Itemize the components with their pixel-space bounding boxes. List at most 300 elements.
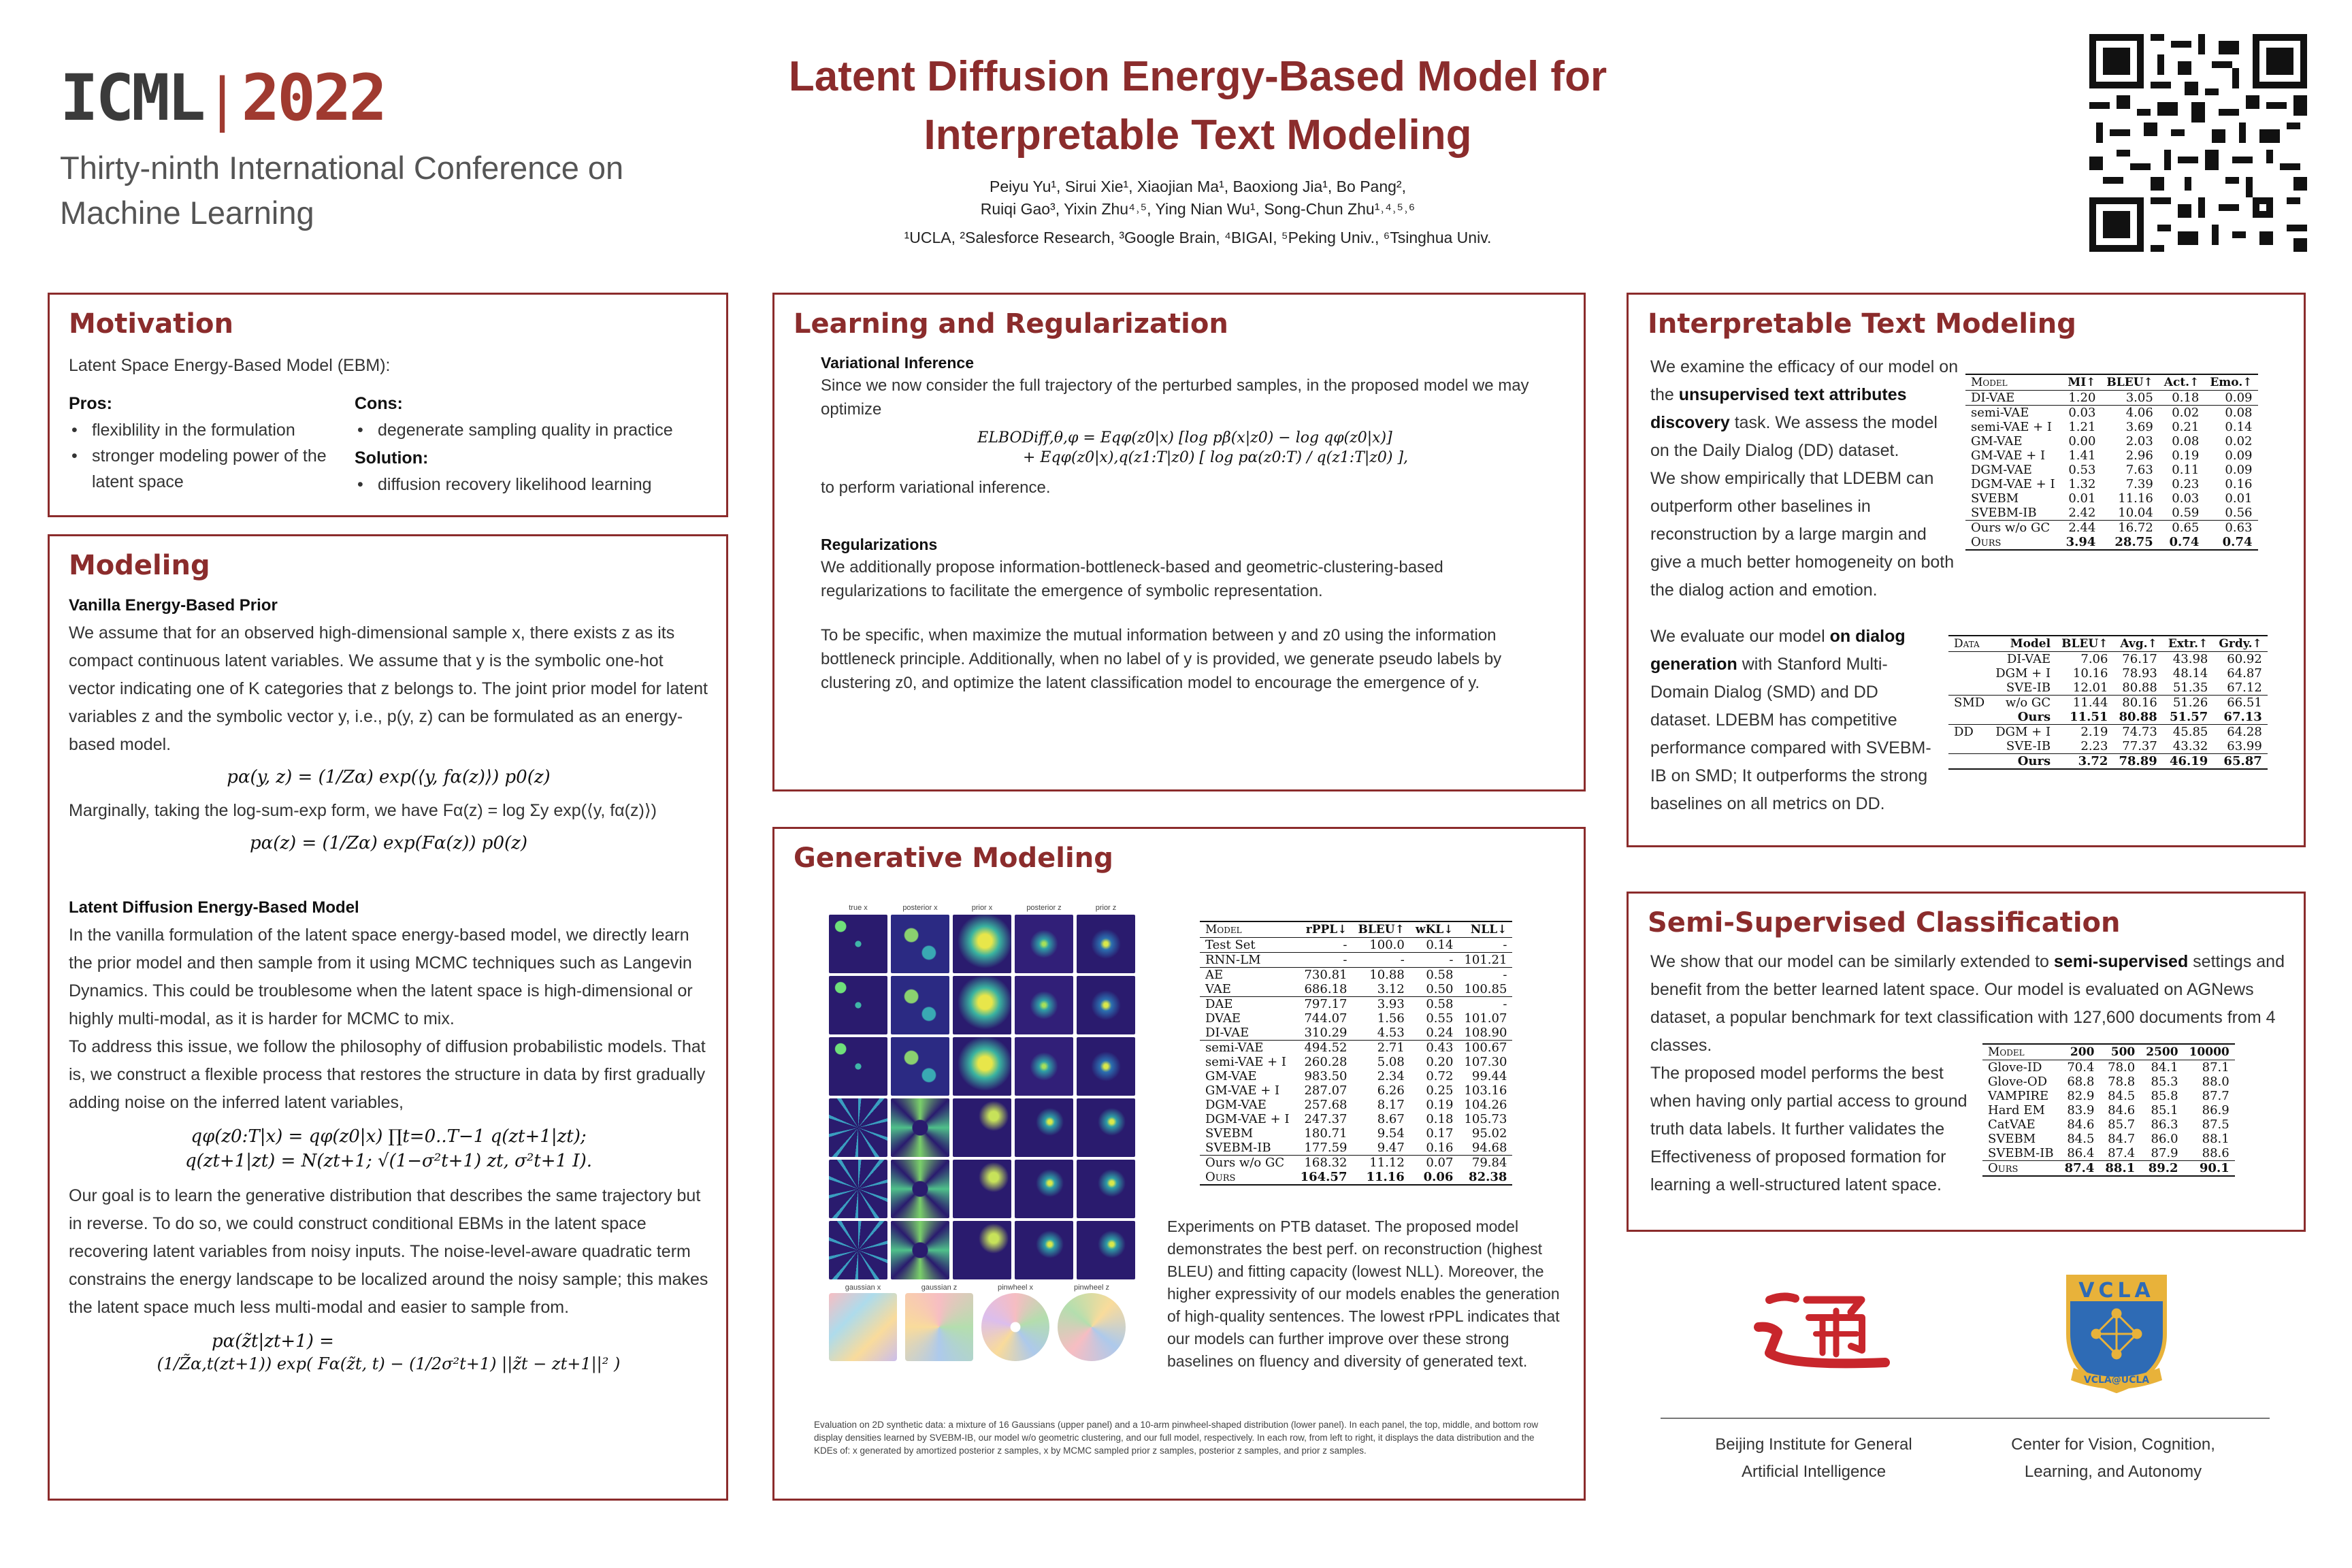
table-cell: 90.1	[2184, 1161, 2235, 1177]
table-row	[1200, 1041, 1512, 1056]
table-cell: 80.16	[2113, 696, 2162, 710]
density-thumbnail	[891, 1098, 949, 1157]
table-cell: 2.71	[1352, 1041, 1409, 1056]
paragraph: To address this issue, we follow the philosophy of diffusion probabilistic models. That is, we construct a flexible process that restores the structure in data by first gradually adding noise on the inferred latent variables,	[69, 1037, 706, 1112]
table-cell: 180.71	[1304, 1126, 1348, 1141]
table-cell: -	[1458, 997, 1512, 1012]
table-cell	[1948, 681, 1990, 696]
table-row	[1200, 1098, 1512, 1112]
table-cell: SVEBM-IB	[1205, 1141, 1271, 1155]
table-row	[1200, 1026, 1512, 1041]
table-cell: 730.81	[1295, 968, 1353, 983]
density-grid	[829, 904, 1142, 1339]
table-cell: 10.04	[2118, 506, 2153, 520]
table-cell: 9.47	[1377, 1141, 1405, 1155]
density-thumbnail	[891, 1160, 949, 1218]
col-label: prior x	[971, 904, 993, 912]
table-cell: 9.54	[1377, 1126, 1405, 1141]
table-row	[1965, 506, 2258, 521]
table-cell: 105.73	[1464, 1112, 1507, 1126]
synthetic-data-thumbnail	[905, 1293, 973, 1361]
table-cell: DI-VAE	[1971, 391, 2015, 405]
table-cell: 12.01	[2072, 681, 2108, 695]
table-cell: 11.44	[2056, 696, 2113, 710]
cons-list	[355, 417, 708, 443]
table-cell: 43.98	[2172, 652, 2208, 666]
table-cell: 48.14	[2172, 666, 2208, 681]
affiliations: ¹UCLA, ²Salesforce Research, ³Google Brain, ⁴BIGAI, ⁵Peking Univ., ⁶Tsinghua Univ.	[904, 229, 1492, 246]
table-cell: 78.8	[2108, 1075, 2136, 1089]
col-label: gaussian x	[845, 1284, 881, 1292]
density-thumbnail	[953, 976, 1011, 1034]
table-cell: Hard EM	[1988, 1103, 2045, 1117]
table-cell: SVEBM	[1988, 1132, 2036, 1146]
conf-name: ICML	[60, 61, 203, 135]
table-row	[1965, 463, 2258, 477]
table-cell: 2.42	[2068, 506, 2096, 520]
table-cell: 11.16	[1352, 1170, 1409, 1185]
table-cell: 7.06	[2080, 652, 2108, 666]
cons-item: • degenerate sampling quality in practice	[355, 417, 708, 443]
table-cell: DGM-VAE + I	[1205, 1112, 1290, 1126]
table-cell: 0.17	[1426, 1126, 1454, 1141]
table-cell: 3.72	[2056, 754, 2113, 770]
semi-text-2: The proposed model performs the best when having only partial access to ground truth data labels. It further validates the Effectiveness of proposed formation for learning a well-structured latent space.	[1650, 1064, 1967, 1194]
table-cell: 87.9	[2151, 1146, 2178, 1160]
table-cell: 87.1	[2202, 1060, 2230, 1075]
table-cell: 88.1	[2100, 1161, 2140, 1177]
table-cell: 494.52	[1295, 1041, 1353, 1056]
table-cell: 70.4	[2067, 1060, 2095, 1075]
table-cell: 103.16	[1464, 1083, 1507, 1098]
table-cell: 85.3	[2151, 1075, 2178, 1089]
table-cell: semi-VAE + I	[1205, 1055, 1287, 1069]
table-cell: 7.63	[2125, 463, 2153, 477]
table-cell: 6.26	[1377, 1083, 1405, 1098]
table-cell: 78.93	[2122, 666, 2157, 681]
cons-label: Cons:	[355, 394, 403, 413]
table-cell: 63.99	[2227, 739, 2262, 753]
table-cell: 0.16	[2225, 477, 2253, 491]
table-cell: -	[1410, 953, 1459, 968]
table-cell: 100.0	[1369, 938, 1405, 952]
col-label: posterior z	[1026, 904, 1062, 912]
table-cell: 76.17	[2122, 652, 2157, 666]
table-row	[1948, 710, 2268, 725]
table-cell: semi-VAE + I	[1971, 420, 2053, 434]
table-cell: 2.96	[2125, 448, 2153, 463]
table-cell: 80.88	[2119, 710, 2157, 724]
table-cell: 65.87	[2213, 754, 2267, 770]
logo-divider	[1661, 1418, 2270, 1419]
table-header-cell: 200	[2059, 1044, 2100, 1060]
table-cell: 85.1	[2151, 1103, 2178, 1117]
table-cell: 84.6	[2067, 1117, 2095, 1132]
table-cell: Glove-ID	[1988, 1060, 2042, 1075]
table-cell: 28.75	[2101, 535, 2158, 550]
table-cell: 247.37	[1304, 1112, 1348, 1126]
table-cell: 0.14	[2225, 420, 2253, 434]
table-cell: 0.09	[2225, 448, 2253, 463]
table-cell: SVEBM	[1205, 1126, 1254, 1141]
table-row	[1965, 420, 2258, 434]
subheading-vanilla: Vanilla Energy-Based Prior	[69, 596, 278, 615]
table-cell: 168.32	[1295, 1156, 1353, 1171]
table-cell: 0.23	[2172, 477, 2200, 491]
table-header-cell: BLEU↑	[1352, 921, 1409, 938]
table-cell: SMD	[1948, 696, 1990, 710]
table-cell: 87.5	[2202, 1117, 2230, 1132]
table-cell: DVAE	[1205, 1011, 1241, 1026]
table-header-cell: 2500	[2140, 1044, 2183, 1060]
table-row	[1948, 696, 2268, 710]
dd-table-wrap	[1965, 374, 2258, 551]
vcla-banner-text: VCLA@UCLA	[2083, 1375, 2150, 1386]
table-cell: 0.43	[1410, 1041, 1459, 1056]
table-header-cell: Model	[1990, 636, 2056, 652]
paragraph: to perform variational inference.	[821, 478, 1051, 497]
table-cell: 0.25	[1426, 1083, 1454, 1098]
table-cell: 84.7	[2108, 1132, 2136, 1146]
table-row	[1965, 434, 2258, 448]
table-row	[1965, 521, 2258, 536]
table-row	[1200, 1112, 1512, 1126]
table-cell: DI-VAE	[1205, 1026, 1250, 1040]
table-cell: 82.38	[1458, 1170, 1512, 1185]
paragraph: To be specific, when maximize the mutual information between y and z0 using the information bottleneck principle. Additionally, when no label of y is provided, we generate pseudo labels by clustering z0, and optimize the latent classification model to encourage the emergence of y.	[821, 626, 1502, 692]
table-cell: 0.01	[2068, 491, 2096, 506]
col-label: pinwheel z	[1074, 1284, 1109, 1292]
density-thumbnail	[1015, 976, 1073, 1034]
density-thumbnail	[1077, 1037, 1135, 1096]
table-cell: 0.58	[1410, 968, 1459, 983]
table-cell: 287.07	[1304, 1083, 1348, 1098]
table-cell: 94.68	[1471, 1141, 1507, 1155]
table-cell: 88.6	[2202, 1146, 2230, 1160]
table-cell: 10.88	[1352, 968, 1409, 983]
bigai-logo	[1742, 1279, 1899, 1375]
bigai-caption: Beijing Institute for General Artificial Intelligence	[1715, 1435, 1912, 1481]
conf-separator: |	[214, 65, 231, 133]
table-cell: 83.9	[2067, 1103, 2095, 1117]
semi-text-1: We show that our model can be similarly extended to semi-supervised settings and benefit from the better learned latent space. Our model is evaluated on AGNews dataset, a popular benchmark for text classification with 127,600 documents from 4 classes.	[1650, 952, 2285, 1055]
table-cell: 797.17	[1295, 997, 1353, 1012]
table-header-row	[1948, 636, 2268, 652]
table-cell: -	[1295, 953, 1353, 968]
table-cell: 66.51	[2213, 696, 2267, 710]
table-cell: 100.85	[1464, 982, 1507, 996]
table-cell: 51.35	[2172, 681, 2208, 695]
table-cell: 86.9	[2202, 1103, 2230, 1117]
table-cell: DGM-VAE + I	[1971, 477, 2055, 491]
table-row	[1982, 1103, 2235, 1117]
table-cell: 1.32	[2068, 477, 2096, 491]
table-row	[1982, 1117, 2235, 1132]
table-cell: DGM-VAE	[1971, 463, 2032, 477]
subheading-regularizations: Regularizations	[821, 536, 938, 553]
paragraph: Our goal is to learn the generative distribution that describes the same trajectory but in reverse. To do so, we could construct conditional EBMs in the latent space recovering latent variables from noisy inputs. The noise-level-aware quadratic term constrains the energy landscape to be localized around the noisy sample; this makes the latent space much less multi-modal and easier to sample from.	[69, 1186, 708, 1317]
table-cell: 11.16	[2118, 491, 2153, 506]
table-cell: 2.44	[2061, 521, 2102, 536]
table-cell	[1948, 666, 1990, 681]
table-cell: 7.39	[2125, 477, 2153, 491]
table-cell: 0.59	[2172, 506, 2200, 520]
table-cell: DGM-VAE	[1205, 1098, 1267, 1112]
synthetic-data-thumbnail	[829, 1293, 897, 1361]
col-label: gaussian z	[921, 1284, 958, 1292]
table-cell: 0.65	[2159, 521, 2205, 536]
modeling-body	[69, 592, 708, 1373]
density-thumbnail	[1015, 1098, 1073, 1157]
table-row	[1200, 1011, 1512, 1026]
table-header-row	[1200, 921, 1512, 938]
table-cell: Ours	[1990, 754, 2056, 770]
table-cell: 85.7	[2108, 1117, 2136, 1132]
table-cell: 85.8	[2151, 1089, 2178, 1103]
solution-label: Solution:	[355, 448, 429, 468]
table-cell: 0.01	[2225, 491, 2253, 506]
motivation-panel	[48, 293, 728, 517]
table-cell: 0.58	[1410, 997, 1459, 1012]
table-cell: GM-VAE + I	[1205, 1083, 1280, 1098]
table-cell: 0.21	[2172, 420, 2200, 434]
section-title: Generative Modeling	[794, 843, 1113, 874]
density-thumbnail	[953, 915, 1011, 973]
density-thumbnail	[829, 1221, 887, 1279]
table-cell: SVEBM	[1971, 491, 2019, 506]
table-cell: 3.94	[2061, 535, 2102, 550]
table-cell: 0.19	[2172, 448, 2200, 463]
table-header-cell: NLL↓	[1458, 921, 1512, 938]
table-cell: 84.6	[2108, 1103, 2136, 1117]
table-cell: 64.87	[2227, 666, 2262, 681]
pros-item: • stronger modeling power of the latent space	[69, 443, 355, 495]
table-cell: 0.63	[2204, 521, 2257, 536]
col-label: pinwheel x	[998, 1284, 1033, 1292]
table-cell: DAE	[1200, 997, 1295, 1012]
paragraph: We show empirically that LDEBM can outperform other baselines in reconstruction by a large margin and give a much better homogeneity on both the dialog action and emotion.	[1650, 469, 1955, 600]
table-cell: -	[1458, 968, 1512, 983]
table-cell: 3.69	[2125, 420, 2153, 434]
ptb-description: Experiments on PTB dataset. The proposed model demonstrates the best perf. on reconstruction (highest BLEU) and fitting capacity (lowest NLL). Moreover, the higher expressivity of our models enables the generation of high-quality sentences. The lowest rPPL indicates that our models can further improve over these strong baselines on fluency and diversity of generated text.	[1167, 1218, 1560, 1370]
conf-year: 2022	[241, 61, 385, 135]
density-thumbnail	[829, 1098, 887, 1157]
table-row	[1982, 1161, 2235, 1177]
table-cell: 87.7	[2202, 1089, 2230, 1103]
table-cell: DI-VAE	[2006, 652, 2051, 666]
figure-caption: Evaluation on 2D synthetic data: a mixture of 16 Gaussians (upper panel) and a 10-arm pinwheel-shaped distribution (lower panel). In each panel, the top, middle, and bottom row display densities learned by SVEBM-IB, our model w/o geometric clustering, and our full model, respectively. In each row, from left to right, it displays the data distribution and the KDEs of: x generated by amortized posterior z samples, x by MCMC sampled prior z samples, posterior z samples, and prior z samples.	[814, 1420, 1539, 1456]
table-cell: 0.24	[1426, 1026, 1454, 1040]
table-cell: VAMPIRE	[1988, 1089, 2049, 1103]
table-cell: GM-VAE + I	[1971, 448, 2046, 463]
table-cell: 10.16	[2072, 666, 2108, 681]
table-header-cell: Model	[1982, 1044, 2059, 1060]
table-cell: 686.18	[1304, 982, 1348, 996]
vcla-caption: Center for Vision, Cognition, Learning, and Autonomy	[2011, 1435, 2215, 1481]
paragraph: We additionally propose information-bottleneck-based and geometric-clustering-based regularizations to facilitate the emergence of symbolic representation.	[821, 558, 1443, 600]
table-cell: 86.3	[2151, 1117, 2178, 1132]
table-cell: 16.72	[2101, 521, 2158, 536]
cons-block	[355, 390, 708, 497]
agnews-results-table	[1982, 1043, 2235, 1177]
density-thumbnail	[829, 1160, 887, 1218]
density-thumbnail	[1077, 1160, 1135, 1218]
table-header-cell: rPPL↓	[1295, 921, 1353, 938]
table-cell: 51.26	[2163, 696, 2214, 710]
table-cell: 67.13	[2223, 710, 2262, 724]
section-title: Learning and Regularization	[794, 308, 1228, 340]
conf-full-name: Thirty-ninth International Conference on Machine Learning	[60, 150, 624, 231]
table-cell: 744.07	[1304, 1011, 1348, 1026]
table-cell: 11.12	[1352, 1156, 1409, 1171]
table-row	[1948, 681, 2268, 696]
table-cell: 43.32	[2172, 739, 2208, 753]
table-cell: 0.74	[2204, 535, 2257, 550]
table-cell: 45.85	[2163, 725, 2214, 740]
table-cell	[1948, 710, 1990, 725]
density-thumbnail	[1015, 1037, 1073, 1096]
table-row	[1200, 982, 1512, 997]
table-header-cell: Avg.↑	[2113, 636, 2162, 652]
table-cell: 68.8	[2067, 1075, 2095, 1089]
pros-block	[69, 390, 355, 495]
table-cell: 79.84	[1458, 1156, 1512, 1171]
table-cell: 0.07	[1410, 1156, 1459, 1171]
table-cell: 1.56	[1377, 1011, 1405, 1026]
table-row	[1948, 739, 2268, 754]
subheading-ldebm: Latent Diffusion Energy-Based Model	[69, 898, 359, 917]
interpretable-text-1: We examine the efficacy of our model on the unsupervised text attributes discovery task. We assess the model on the Daily Dialog (DD) dataset. We show empirically that LDEBM can outperform other baselines in reconstruction by a large margin and give a much better homogeneity on both the dialog action and emotion.	[1650, 353, 1960, 604]
table-cell: 260.28	[1304, 1055, 1348, 1069]
table-cell: Test Set	[1205, 938, 1256, 952]
table-header-cell: BLEU↑	[2101, 374, 2158, 391]
density-thumbnail	[891, 1037, 949, 1096]
table-row	[1948, 652, 2268, 667]
table-cell: SVEBM-IB	[1988, 1146, 2054, 1160]
table-cell: 78.0	[2108, 1060, 2136, 1075]
table-cell: 78.89	[2113, 754, 2162, 770]
table-cell: 77.37	[2122, 739, 2157, 753]
table-cell: 3.93	[1352, 997, 1409, 1012]
learning-panel	[772, 293, 1586, 791]
interpretable-panel	[1627, 293, 2306, 847]
table-cell: 0.09	[2225, 463, 2253, 477]
table-cell: 0.00	[2068, 434, 2096, 448]
section-title: Semi-Supervised Classification	[1648, 907, 2121, 938]
paragraph: Marginally, taking the log-sum-exp form, we have Fα(z) = log Σy exp(⟨y, fα(z)⟩)	[69, 801, 657, 820]
density-thumbnail	[953, 1160, 1011, 1218]
density-thumbnail	[829, 976, 887, 1034]
density-thumbnail	[1015, 1160, 1073, 1218]
table-header-cell: 10000	[2184, 1044, 2235, 1060]
table-cell: 2.23	[2080, 739, 2108, 753]
table-cell: 0.03	[2172, 491, 2200, 506]
section-title: Motivation	[69, 308, 233, 340]
table-cell: 107.30	[1464, 1055, 1507, 1069]
density-thumbnail	[1077, 915, 1135, 973]
col-label: posterior x	[902, 904, 938, 912]
table-cell: 51.57	[2169, 710, 2208, 724]
table-cell: 3.05	[2125, 391, 2153, 405]
table-cell: CatVAE	[1988, 1117, 2036, 1132]
table-cell: VAE	[1205, 982, 1231, 996]
table-cell: 11.51	[2070, 710, 2108, 724]
table-row	[1982, 1060, 2235, 1075]
table-cell: AE	[1200, 968, 1295, 983]
table-cell: Ours w/o GC	[1200, 1156, 1295, 1171]
table-cell: 0.03	[2061, 406, 2102, 421]
table-cell: 5.08	[1377, 1055, 1405, 1069]
vcla-logo	[2059, 1266, 2174, 1402]
table-cell: 101.07	[1464, 1011, 1507, 1026]
table-cell: 0.02	[2225, 434, 2253, 448]
table-cell: -	[1503, 938, 1507, 952]
modeling-panel	[48, 534, 728, 1501]
table-cell: RNN-LM	[1200, 953, 1295, 968]
table-cell: GM-VAE	[1971, 434, 2023, 448]
table-cell: 0.53	[2068, 463, 2096, 477]
table-row	[1200, 953, 1512, 968]
equation-elbo: ELBODiff,θ,φ = Eqφ(z0|x) [log pβ(x|z0) − log qφ(z0|x)]	[977, 429, 1392, 446]
authors: Peiyu Yu¹, Sirui Xie¹, Xiaojian Ma¹, Baoxiong Jia¹, Bo Pang², Ruiqi Gao³, Yixin Zhu⁴˒⁵, Ying Nian Wu¹, Song-Chun Zhu¹˒⁴˒⁵˒⁶	[980, 178, 1416, 218]
dd-results-table	[1965, 374, 2258, 551]
col-label: prior z	[1095, 904, 1117, 912]
table-cell: 0.56	[2225, 506, 2253, 520]
table-row	[1965, 391, 2258, 406]
density-thumbnail	[1077, 976, 1135, 1034]
qr-code[interactable]	[2082, 27, 2314, 259]
density-thumbnail	[891, 915, 949, 973]
table-header-cell: wKL↓	[1410, 921, 1459, 938]
density-thumbnail	[829, 915, 887, 973]
table-cell: SVE-IB	[2006, 681, 2051, 695]
density-thumbnail	[953, 1037, 1011, 1096]
table-cell: 84.5	[2067, 1132, 2095, 1146]
table-cell: 99.44	[1471, 1069, 1507, 1083]
table-row	[1965, 477, 2258, 491]
table-cell: 87.4	[2108, 1146, 2136, 1160]
section-title: Interpretable Text Modeling	[1648, 308, 2076, 340]
table-row	[1982, 1089, 2235, 1103]
table-cell: semi-VAE	[1965, 406, 2061, 421]
table-header-row	[1982, 1044, 2235, 1060]
table-row	[1982, 1075, 2235, 1089]
table-header-cell: 500	[2100, 1044, 2140, 1060]
paragraph: In the vanilla formulation of the latent space energy-based model, we directly learn the prior model and then sample from it using MCMC techniques such as Langevin Dynamics. This could be troublesome when the latent space is high-dimensional or highly multi-modal, as it is harder for MCMC to mix.	[69, 926, 693, 1028]
density-thumbnail	[1077, 1098, 1135, 1157]
table-cell: 8.17	[1377, 1098, 1405, 1112]
table-cell: 64.28	[2213, 725, 2267, 740]
table-cell: 0.11	[2172, 463, 2200, 477]
pros-label: Pros:	[69, 394, 112, 413]
ptb-results-table	[1200, 921, 1512, 1186]
density-thumbnail	[1015, 1221, 1073, 1279]
dialog-generation-table	[1948, 635, 2268, 770]
table-cell: 1.20	[2068, 391, 2096, 405]
table-header-cell: MI↑	[2061, 374, 2102, 391]
density-thumbnail	[1015, 915, 1073, 973]
table-cell: 0.19	[1426, 1098, 1454, 1112]
table-cell: 0.14	[1426, 938, 1454, 952]
agnews-table-wrap	[1982, 1043, 2235, 1177]
table-row	[1200, 1170, 1512, 1185]
table-cell: 60.92	[2227, 652, 2262, 666]
table-header-cell: BLEU↑	[2056, 636, 2113, 652]
vcla-shield-text: VCLA	[2078, 1279, 2155, 1303]
table-cell: 177.59	[1304, 1141, 1348, 1155]
table-header-cell: Act.↑	[2159, 374, 2205, 391]
table-cell: SVEBM-IB	[1971, 506, 2037, 520]
